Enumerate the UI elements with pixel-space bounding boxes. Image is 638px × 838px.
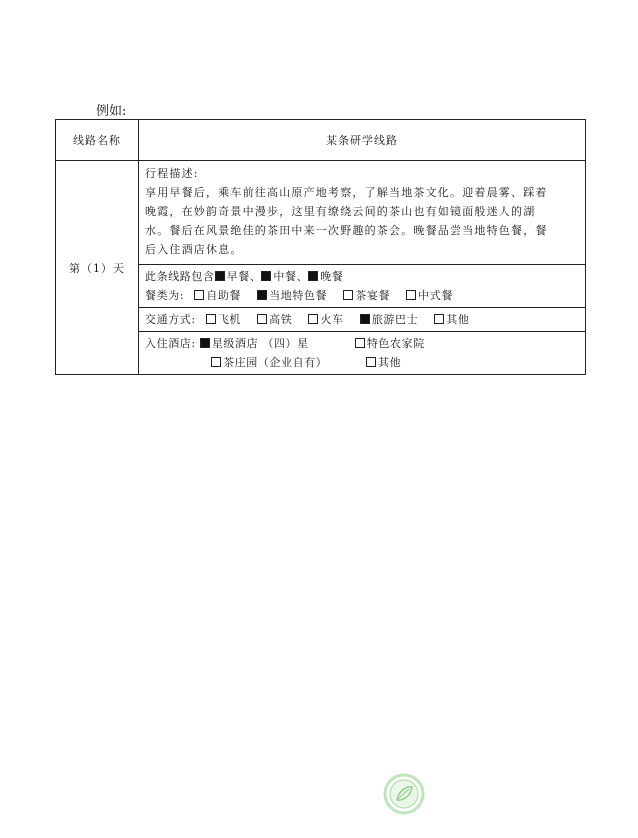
meals-cell xyxy=(139,265,586,308)
hotel-option-star[interactable]: 星级酒店 （四）星 xyxy=(200,334,355,353)
meals-prefix: 此条线路包含 xyxy=(145,270,215,283)
itinerary-row xyxy=(56,161,586,265)
checkbox-icon[interactable] xyxy=(355,338,365,348)
watermark-logo-icon xyxy=(383,773,425,815)
checkbox-icon[interactable] xyxy=(406,290,416,300)
checkbox-icon[interactable] xyxy=(261,271,271,281)
meal-option-breakfast[interactable]: 早餐、 xyxy=(215,267,262,286)
transport-option-plane[interactable]: 飞机 xyxy=(206,310,241,329)
itinerary-line: 后入住酒店休息。 xyxy=(145,243,243,256)
checkbox-icon[interactable] xyxy=(206,314,216,324)
meal-type-chinese[interactable]: 中式餐 xyxy=(406,286,453,305)
meal-types-line xyxy=(145,286,579,305)
hotel-option-farmhouse[interactable]: 特色农家院 xyxy=(355,334,425,353)
meals-included-line xyxy=(145,267,579,286)
checkbox-icon[interactable] xyxy=(215,271,225,281)
example-label: 例如: xyxy=(96,104,127,119)
checkbox-icon[interactable] xyxy=(200,338,210,348)
checkbox-icon[interactable] xyxy=(434,314,444,324)
hotel-cell xyxy=(139,332,586,375)
checkbox-icon[interactable] xyxy=(366,357,376,367)
transport-option-other[interactable]: 其他 xyxy=(434,310,469,329)
route-table xyxy=(55,119,586,375)
transport-option-bus[interactable]: 旅游巴士 xyxy=(360,310,418,329)
meal-type-local[interactable]: 当地特色餐 xyxy=(257,286,327,305)
checkbox-icon[interactable] xyxy=(194,290,204,300)
transport-cell xyxy=(139,308,586,332)
itinerary-title: 行程描述: xyxy=(145,167,199,180)
hotel-option-tea-estate[interactable]: 茶庄园（企业自有） xyxy=(211,353,366,372)
checkbox-icon[interactable] xyxy=(343,290,353,300)
meal-type-tea-banquet[interactable]: 茶宴餐 xyxy=(343,286,390,305)
itinerary-line: 水。餐后在风景绝佳的茶田中来一次野趣的茶会。晚餐品尝当地特色餐，餐 xyxy=(145,224,548,237)
checkbox-icon[interactable] xyxy=(308,314,318,324)
checkbox-icon[interactable] xyxy=(308,271,318,281)
transport-label: 交通方式: xyxy=(145,313,196,326)
checkbox-icon[interactable] xyxy=(211,357,221,367)
transport-option-train[interactable]: 火车 xyxy=(308,310,343,329)
header-route-value: 某条研学线路 xyxy=(139,120,586,161)
itinerary-description xyxy=(139,161,586,265)
meal-types-label: 餐类为: xyxy=(145,289,185,302)
day-label: 第（1）天 xyxy=(56,161,139,375)
meal-option-lunch[interactable]: 中餐、 xyxy=(261,267,308,286)
table-header-row xyxy=(56,120,586,161)
checkbox-icon[interactable] xyxy=(257,290,267,300)
itinerary-line: 晚霞，在妙韵奇景中漫步，这里有缭绕云间的茶山也有如镜面般迷人的湖 xyxy=(145,205,536,218)
hotel-line xyxy=(145,353,579,372)
itinerary-line: 享用早餐后，乘车前往高山原产地考察，了解当地茶文化。迎着晨雾、踩着 xyxy=(145,186,548,199)
meal-option-dinner[interactable]: 晚餐 xyxy=(308,267,343,286)
transport-line xyxy=(145,310,579,329)
hotel-line xyxy=(145,334,579,353)
header-route-name: 线路名称 xyxy=(56,120,139,161)
transport-option-highspeed-rail[interactable]: 高铁 xyxy=(257,310,292,329)
hotel-option-other[interactable]: 其他 xyxy=(366,353,401,372)
checkbox-icon[interactable] xyxy=(257,314,267,324)
checkbox-icon[interactable] xyxy=(360,314,370,324)
meal-type-buffet[interactable]: 自助餐 xyxy=(194,286,241,305)
hotel-label: 入住酒店: xyxy=(145,337,196,350)
